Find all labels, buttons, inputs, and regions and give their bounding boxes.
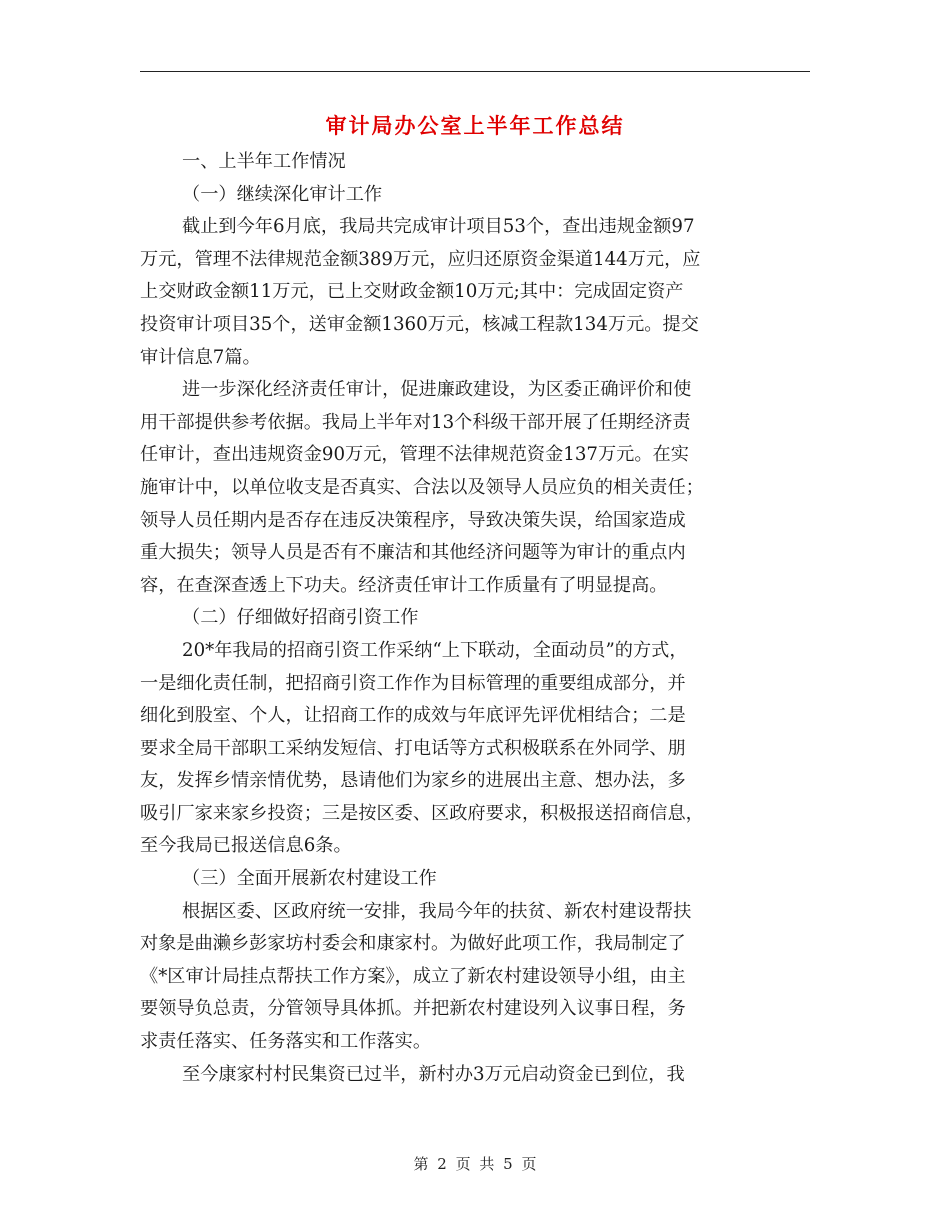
document-title: 审计局办公室上半年工作总结 — [325, 113, 625, 138]
text-line: 一是细化责任制，把招商引资工作作为目标管理的重要组成部分，并 — [140, 672, 686, 694]
text-line: 至今我局已报送信息6条。 — [140, 835, 352, 857]
text-line: 重大损失；领导人员是否有不廉洁和其他经济问题等为审计的重点内 — [140, 542, 686, 564]
text-line: 20*年我局的招商引资工作采纳“上下联动，全面动员”的方式， — [182, 639, 688, 661]
text-line: 求责任落实、任务落实和工作落实。 — [140, 1031, 432, 1053]
text-line: 至今康家村村民集资已过半，新村办3万元启动资金已到位，我 — [182, 1063, 685, 1085]
document-body — [140, 146, 810, 1091]
text-line: 《*区审计局挂点帮扶工作方案》，成立了新农村建设领导小组，由主 — [140, 965, 686, 987]
text-line: 吸引厂家来家乡投资；三是按区委、区政府要求，积极报送招商信息， — [140, 802, 704, 824]
text-line: 进一步深化经济责任审计，促进廉政建设，为区委正确评价和使 — [182, 379, 692, 401]
text-line: （三）全面开展新农村建设工作 — [182, 868, 437, 890]
text-line: 友，发挥乡情亲情优势，恳请他们为家乡的进展出主意、想办法，多 — [140, 770, 686, 792]
text-line: 任审计，查出违规资金90万元，管理不法律规范资金137万元。在实 — [140, 444, 689, 466]
text-line: 细化到股室、个人，让招商工作的成效与年底评先评优相结合；二是 — [140, 705, 686, 727]
text-line: 一、上半年工作情况 — [182, 151, 346, 172]
text-line: 对象是曲濑乡彭家坊村委会和康家村。为做好此项工作，我局制定了 — [140, 933, 686, 955]
text-line: 审计信息7篇。 — [140, 346, 261, 368]
text-line: 用干部提供参考依据。我局上半年对13个科级干部开展了任期经济责 — [140, 411, 691, 433]
text-line: 万元，管理不法律规范金额389万元，应归还原资金渠道144万元，应 — [140, 248, 701, 270]
text-line: 根据区委、区政府统一安排，我局今年的扶贫、新农村建设帮扶 — [182, 900, 692, 922]
text-line: 领导人员任期内是否存在违反决策程序，导致决策失误，给国家造成 — [140, 509, 686, 531]
text-line: （一）继续深化审计工作 — [182, 183, 383, 205]
text-line: 上交财政金额11万元，已上交财政金额10万元;其中：完成固定资产 — [140, 281, 684, 303]
text-line: 容，在查深查透上下功夫。经济责任审计工作质量有了明显提高。 — [140, 574, 668, 596]
text-line: 截止到今年6月底，我局共完成审计项目53个，查出违规金额97 — [182, 216, 695, 238]
text-line: 要求全局干部职工采纳发短信、打电话等方式积极联系在外同学、朋 — [140, 737, 686, 759]
header-rule — [140, 71, 810, 72]
text-line: 要领导负总责，分管领导具体抓。并把新农村建设列入议事日程，务 — [140, 998, 686, 1020]
text-line: 施审计中，以单位收支是否真实、合法以及领导人员应负的相关责任； — [140, 476, 704, 498]
page-footer: 第 2 页 共 5 页 — [413, 1155, 537, 1173]
text-line: （二）仔细做好招商引资工作 — [182, 607, 419, 629]
text-line: 投资审计项目35个，送审金额1360万元，核减工程款134万元。提交 — [140, 313, 699, 335]
